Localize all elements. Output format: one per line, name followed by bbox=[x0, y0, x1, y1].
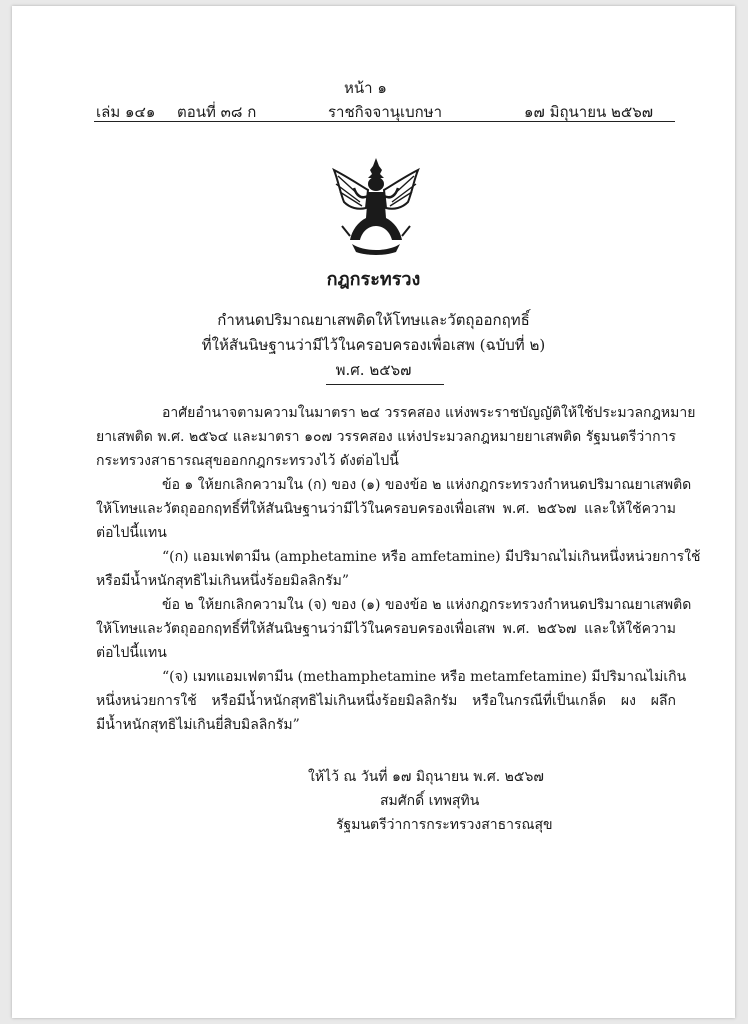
signatory-position: รัฐมนตรีว่าการกระทรวงสาธารณสุข bbox=[336, 817, 553, 833]
paragraph-1-line-1: อาศัยอำนาจตามความในมาตรา ๒๔ วรรคสอง แห่งพระราชบัญญัติให้ใช้ประมวลกฎหมาย bbox=[162, 405, 696, 421]
gazette-date: ๑๗ มิถุนายน ๒๕๖๗ bbox=[524, 103, 654, 121]
title-line-1: กำหนดปริมาณยาเสพติดให้โทษและวัตถุออกฤทธิ์ bbox=[217, 311, 530, 329]
clause-2-line-3: ต่อไปนี้แทน bbox=[96, 645, 167, 661]
item-e-line-3: มีน้ำหนักสุทธิไม่เกินยี่สิบมิลลิกรัม” bbox=[96, 717, 300, 733]
clause-2-line-2: ให้โทษและวัตถุออกฤทธิ์ที่ให้สันนิษฐานว่ามีไว้ในครอบครองเพื่อเสพ พ.ศ. ๒๕๖๗ และให้ใช้ความ bbox=[96, 621, 676, 637]
garuda-emblem-icon bbox=[330, 156, 422, 256]
item-e-line-2: หนึ่งหน่วยการใช้ หรือมีน้ำหนักสุทธิไม่เกินหนึ่งร้อยมิลลิกรัม หรือในกรณีที่เป็นเกล็ด ผง ผลึก bbox=[96, 693, 676, 709]
signatory-name: สมศักดิ์ เทพสุทิน bbox=[380, 793, 480, 809]
document-title: กฎกระทรวง bbox=[326, 269, 421, 290]
paragraph-1-line-3: กระทรวงสาธารณสุขออกกฎกระทรวงไว้ ดังต่อไปนี้ bbox=[96, 453, 399, 469]
item-a-line-1: “(ก) แอมเฟตามีน (amphetamine หรือ amfetamine) มีปริมาณไม่เกินหนึ่งหน่วยการใช้ bbox=[162, 549, 701, 565]
section-number: ตอนที่ ๓๘ ก bbox=[177, 103, 257, 121]
clause-1-line-1: ข้อ ๑ ให้ยกเลิกความใน (ก) ของ (๑) ของข้อ ๒ แห่งกฎกระทรวงกำหนดปริมาณยาเสพติด bbox=[162, 477, 692, 493]
clause-1-line-3: ต่อไปนี้แทน bbox=[96, 525, 167, 541]
page-number: หน้า ๑ bbox=[344, 79, 387, 97]
volume-number: เล่ม ๑๔๑ bbox=[96, 103, 156, 121]
title-year: พ.ศ. ๒๕๖๗ bbox=[335, 361, 412, 379]
clause-1-line-2: ให้โทษและวัตถุออกฤทธิ์ที่ให้สันนิษฐานว่ามีไว้ในครอบครองเพื่อเสพ พ.ศ. ๒๕๖๗ และให้ใช้ความ bbox=[96, 501, 676, 517]
gazette-page bbox=[12, 6, 735, 1018]
given-on-date: ให้ไว้ ณ วันที่ ๑๗ มิถุนายน พ.ศ. ๒๕๖๗ bbox=[308, 769, 544, 785]
gazette-name: ราชกิจจานุเบกษา bbox=[328, 103, 443, 121]
header-divider bbox=[94, 121, 675, 122]
item-a-line-2: หรือมีน้ำหนักสุทธิไม่เกินหนึ่งร้อยมิลลิกรัม” bbox=[96, 573, 350, 589]
title-divider bbox=[326, 384, 444, 385]
title-line-2: ที่ให้สันนิษฐานว่ามีไว้ในครอบครองเพื่อเสพ (ฉบับที่ ๒) bbox=[201, 336, 546, 354]
clause-2-line-1: ข้อ ๒ ให้ยกเลิกความใน (จ) ของ (๑) ของข้อ ๒ แห่งกฎกระทรวงกำหนดปริมาณยาเสพติด bbox=[162, 597, 692, 613]
item-e-line-1: “(จ) เมทแอมเฟตามีน (methamphetamine หรือ metamfetamine) มีปริมาณไม่เกิน bbox=[162, 669, 687, 685]
paragraph-1-line-2: ยาเสพติด พ.ศ. ๒๕๖๔ และมาตรา ๑๐๗ วรรคสอง แห่งประมวลกฎหมายยาเสพติด รัฐมนตรีว่าการ bbox=[96, 429, 676, 445]
